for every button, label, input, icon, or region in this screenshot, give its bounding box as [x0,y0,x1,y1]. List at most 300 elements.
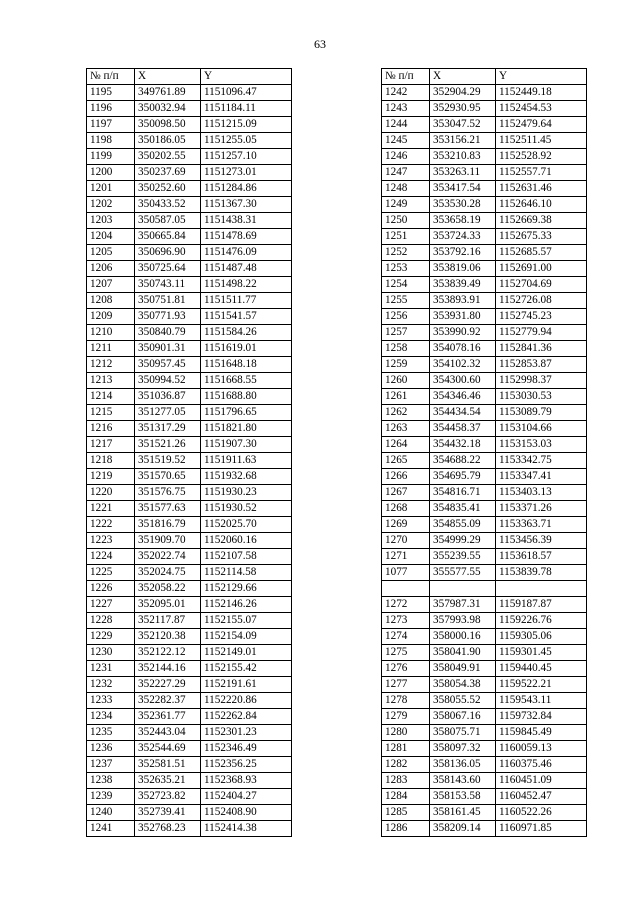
cell-y: 1152220.86 [201,693,292,709]
cell-y: 1153153.03 [496,437,587,453]
table-row [87,725,292,741]
table-row [87,357,292,373]
header-number: № п/п [87,69,135,85]
cell-number: 1248 [382,181,430,197]
cell-number: 1236 [87,741,135,757]
cell-x: 353990.92 [430,325,496,341]
cell-number: 1257 [382,325,430,341]
cell-y: 1159732.84 [496,709,587,725]
cell-x: 352022.74 [135,549,201,565]
cell-number: 1265 [382,453,430,469]
cell-number: 1259 [382,357,430,373]
table-row [87,789,292,805]
cell-number: 1207 [87,277,135,293]
cell-number: 1199 [87,149,135,165]
cell-y: 1151284.86 [201,181,292,197]
cell-y: 1152114.58 [201,565,292,581]
cell-number [382,581,430,597]
cell-number: 1214 [87,389,135,405]
cell-x: 352361.77 [135,709,201,725]
cell-y: 1152853.87 [496,357,587,373]
cell-x: 351317.29 [135,421,201,437]
cell-y: 1151255.05 [201,133,292,149]
cell-y: 1153371.26 [496,501,587,517]
cell-number: 1245 [382,133,430,149]
cell-x: 358067.16 [430,709,496,725]
table-row [382,325,587,341]
cell-x: 350186.05 [135,133,201,149]
cell-x: 353658.19 [430,213,496,229]
table-row [382,757,587,773]
cell-number: 1225 [87,565,135,581]
table-row [87,757,292,773]
cell-y: 1152479.64 [496,117,587,133]
table-row [382,613,587,629]
cell-y: 1159226.76 [496,613,587,629]
table-row [382,549,587,565]
cell-y: 1151367.30 [201,197,292,213]
cell-y: 1152675.33 [496,229,587,245]
cell-y: 1151930.52 [201,501,292,517]
cell-y: 1152704.69 [496,277,587,293]
cell-x: 350433.52 [135,197,201,213]
cell-number: 1266 [382,469,430,485]
cell-number: 1232 [87,677,135,693]
cell-y: 1152301.23 [201,725,292,741]
table-row [87,805,292,821]
cell-number: 1242 [382,85,430,101]
table-row [87,709,292,725]
cell-x: 354346.46 [430,389,496,405]
cell-x: 352120.38 [135,629,201,645]
cell-x: 351277.05 [135,405,201,421]
cell-x: 350696.90 [135,245,201,261]
cell-x: 352282.37 [135,693,201,709]
cell-number: 1202 [87,197,135,213]
page-number: 63 [314,37,326,51]
table-row [87,613,292,629]
cell-y: 1152557.71 [496,165,587,181]
cell-y: 1151498.22 [201,277,292,293]
table-row [87,469,292,485]
table-row [87,661,292,677]
cell-x: 350994.52 [135,373,201,389]
cell-x: 353047.52 [430,117,496,133]
cell-number: 1223 [87,533,135,549]
cell-y: 1153104.66 [496,421,587,437]
cell-x: 352739.41 [135,805,201,821]
table-row [87,325,292,341]
table-row [382,341,587,357]
cell-number: 1247 [382,165,430,181]
cell-number: 1260 [382,373,430,389]
table-row [87,549,292,565]
cell-y: 1151932.68 [201,469,292,485]
cell-y: 1151584.26 [201,325,292,341]
cell-number: 1255 [382,293,430,309]
cell-number: 1256 [382,309,430,325]
table-row [382,725,587,741]
cell-number: 1273 [382,613,430,629]
cell-x: 358161.45 [430,805,496,821]
table-row [382,165,587,181]
table-row [87,261,292,277]
table-row [382,389,587,405]
table-row [87,677,292,693]
table-row [87,629,292,645]
cell-y: 1152129.66 [201,581,292,597]
cell-y: 1160059.13 [496,741,587,757]
cell-y: 1151911.63 [201,453,292,469]
cell-x: 351036.87 [135,389,201,405]
cell-x: 351519.52 [135,453,201,469]
cell-x: 350587.05 [135,213,201,229]
table-row [382,101,587,117]
table-row [382,789,587,805]
cell-x: 354434.54 [430,405,496,421]
cell-x [430,581,496,597]
cell-y: 1151476.09 [201,245,292,261]
table-row [382,645,587,661]
cell-x: 352117.87 [135,613,201,629]
cell-number: 1251 [382,229,430,245]
cell-number: 1280 [382,725,430,741]
cell-number: 1213 [87,373,135,389]
cell-number: 1282 [382,757,430,773]
table-row [382,117,587,133]
cell-y: 1151668.55 [201,373,292,389]
table-header-row [87,69,292,85]
table-row [87,133,292,149]
cell-number: 1218 [87,453,135,469]
cell-x: 354458.37 [430,421,496,437]
table-row [382,517,587,533]
cell-x: 358097.32 [430,741,496,757]
table-row [382,149,587,165]
cell-number: 1278 [382,693,430,709]
cell-number: 1222 [87,517,135,533]
cell-y: 1159543.11 [496,693,587,709]
table-row [87,389,292,405]
cell-x: 352443.04 [135,725,201,741]
cell-y: 1151619.01 [201,341,292,357]
cell-x: 351909.70 [135,533,201,549]
table-row [382,277,587,293]
cell-y: 1151821.80 [201,421,292,437]
table-row [382,261,587,277]
cell-number: 1198 [87,133,135,149]
cell-x: 351570.65 [135,469,201,485]
cell-number: 1268 [382,501,430,517]
cell-number: 1206 [87,261,135,277]
cell-number: 1283 [382,773,430,789]
table-row [382,133,587,149]
table-row [382,309,587,325]
cell-x: 353893.91 [430,293,496,309]
cell-x: 354695.79 [430,469,496,485]
cell-number: 1274 [382,629,430,645]
cell-x: 354999.29 [430,533,496,549]
table-row [382,661,587,677]
cell-y: 1152262.84 [201,709,292,725]
cell-x: 350957.45 [135,357,201,373]
cell-number: 1244 [382,117,430,133]
cell-x: 352768.23 [135,821,201,837]
cell-number: 1231 [87,661,135,677]
cell-x: 350237.69 [135,165,201,181]
cell-number: 1262 [382,405,430,421]
table-row [87,101,292,117]
cell-x: 350202.55 [135,149,201,165]
table-row [87,597,292,613]
cell-number: 1077 [382,565,430,581]
table-row [87,245,292,261]
table-row [382,581,587,597]
cell-number: 1229 [87,629,135,645]
header-x: X [430,69,496,85]
cell-number: 1254 [382,277,430,293]
cell-y: 1152414.38 [201,821,292,837]
table-row [382,709,587,725]
cell-number: 1204 [87,229,135,245]
cell-y: 1152060.16 [201,533,292,549]
cell-y: 1152404.27 [201,789,292,805]
cell-number: 1284 [382,789,430,805]
cell-y: 1160451.09 [496,773,587,789]
header-y: Y [496,69,587,85]
cell-x: 353931.80 [430,309,496,325]
cell-y: 1152528.92 [496,149,587,165]
table-row [87,229,292,245]
cell-number: 1286 [382,821,430,837]
cell-number: 1279 [382,709,430,725]
cell-y: 1152356.25 [201,757,292,773]
cell-number: 1240 [87,805,135,821]
cell-x: 352930.95 [430,101,496,117]
cell-y: 1151184.11 [201,101,292,117]
cell-x: 355577.55 [430,565,496,581]
cell-x: 354835.41 [430,501,496,517]
cell-y: 1160522.26 [496,805,587,821]
cell-number: 1216 [87,421,135,437]
cell-number: 1200 [87,165,135,181]
cell-number: 1285 [382,805,430,821]
cell-y: 1152726.08 [496,293,587,309]
cell-x: 354688.22 [430,453,496,469]
cell-y: 1152191.61 [201,677,292,693]
cell-x: 353792.16 [430,245,496,261]
cell-y: 1160971.85 [496,821,587,837]
cell-x: 353417.54 [430,181,496,197]
cell-number: 1252 [382,245,430,261]
table-row [382,373,587,389]
cell-x: 354102.32 [430,357,496,373]
cell-number: 1253 [382,261,430,277]
table-row [87,421,292,437]
cell-y: 1152155.07 [201,613,292,629]
cell-x: 352227.29 [135,677,201,693]
cell-y: 1153456.39 [496,533,587,549]
cell-number: 1203 [87,213,135,229]
table-row [382,565,587,581]
cell-y: 1152669.38 [496,213,587,229]
cell-number: 1238 [87,773,135,789]
cell-x: 358136.05 [430,757,496,773]
table-row [382,501,587,517]
table-row [382,229,587,245]
cell-number: 1228 [87,613,135,629]
cell-number: 1269 [382,517,430,533]
cell-y: 1152149.01 [201,645,292,661]
cell-x: 352581.51 [135,757,201,773]
cell-number: 1246 [382,149,430,165]
cell-y: 1160452.47 [496,789,587,805]
cell-number: 1219 [87,469,135,485]
cell-y: 1151541.57 [201,309,292,325]
cell-number: 1230 [87,645,135,661]
cell-x: 350743.11 [135,277,201,293]
cell-number: 1201 [87,181,135,197]
cell-number: 1237 [87,757,135,773]
table-row [87,213,292,229]
table-row [87,565,292,581]
cell-x: 350032.94 [135,101,201,117]
cell-number: 1249 [382,197,430,213]
cell-x: 358049.91 [430,661,496,677]
cell-y: 1153403.13 [496,485,587,501]
cell-y: 1152408.90 [201,805,292,821]
cell-y: 1151487.48 [201,261,292,277]
cell-y [496,581,587,597]
cell-y: 1160375.46 [496,757,587,773]
table-row [382,773,587,789]
cell-x: 354078.16 [430,341,496,357]
cell-y: 1153342.75 [496,453,587,469]
cell-y: 1152646.10 [496,197,587,213]
cell-x: 353210.83 [430,149,496,165]
cell-number: 1271 [382,549,430,565]
table-header-row [382,69,587,85]
cell-number: 1197 [87,117,135,133]
table-row [382,357,587,373]
table-row [87,85,292,101]
cell-x: 350840.79 [135,325,201,341]
table-row [382,181,587,197]
cell-x: 354432.18 [430,437,496,453]
cell-number: 1276 [382,661,430,677]
cell-x: 350901.31 [135,341,201,357]
cell-y: 1152685.57 [496,245,587,261]
cell-y: 1151215.09 [201,117,292,133]
table-row [87,821,292,837]
cell-y: 1153347.41 [496,469,587,485]
header-x: X [135,69,201,85]
table-row [87,149,292,165]
cell-y: 1153030.53 [496,389,587,405]
cell-number: 1212 [87,357,135,373]
cell-number: 1241 [87,821,135,837]
cell-x: 354816.71 [430,485,496,501]
cell-number: 1208 [87,293,135,309]
cell-x: 352144.16 [135,661,201,677]
cell-number: 1195 [87,85,135,101]
cell-number: 1263 [382,421,430,437]
table-row [382,453,587,469]
table-row [87,741,292,757]
cell-y: 1151930.23 [201,485,292,501]
cell-number: 1235 [87,725,135,741]
cell-x: 352544.69 [135,741,201,757]
cell-x: 358041.90 [430,645,496,661]
header-number: № п/п [382,69,430,85]
coordinates-table-right [381,68,587,837]
cell-x: 352723.82 [135,789,201,805]
table-row [382,629,587,645]
table-row [382,821,587,837]
cell-number: 1272 [382,597,430,613]
cell-x: 355239.55 [430,549,496,565]
cell-number: 1210 [87,325,135,341]
cell-x: 354855.09 [430,517,496,533]
cell-x: 351521.26 [135,437,201,453]
cell-y: 1151688.80 [201,389,292,405]
table-row [382,293,587,309]
table-row [382,693,587,709]
cell-x: 351576.75 [135,485,201,501]
cell-x: 358075.71 [430,725,496,741]
cell-number: 1275 [382,645,430,661]
cell-x: 352058.22 [135,581,201,597]
cell-number: 1250 [382,213,430,229]
cell-y: 1159187.87 [496,597,587,613]
cell-number: 1227 [87,597,135,613]
cell-x: 357987.31 [430,597,496,613]
cell-y: 1159301.45 [496,645,587,661]
cell-x: 352904.29 [430,85,496,101]
cell-number: 1215 [87,405,135,421]
table-row [382,805,587,821]
cell-x: 358054.38 [430,677,496,693]
table-row [87,341,292,357]
cell-y: 1151096.47 [201,85,292,101]
cell-y: 1151648.18 [201,357,292,373]
cell-y: 1151796.65 [201,405,292,421]
cell-y: 1152146.26 [201,597,292,613]
cell-x: 353839.49 [430,277,496,293]
table-row [87,773,292,789]
table-row [87,517,292,533]
table-row [87,293,292,309]
cell-y: 1152631.46 [496,181,587,197]
cell-x: 352095.01 [135,597,201,613]
cell-y: 1153089.79 [496,405,587,421]
cell-y: 1159522.21 [496,677,587,693]
table-row [87,277,292,293]
cell-y: 1153363.71 [496,517,587,533]
cell-number: 1239 [87,789,135,805]
table-row [87,373,292,389]
cell-number: 1277 [382,677,430,693]
cell-y: 1153839.78 [496,565,587,581]
cell-x: 353263.11 [430,165,496,181]
table-row [87,117,292,133]
cell-y: 1152511.45 [496,133,587,149]
cell-x: 353819.06 [430,261,496,277]
cell-x: 352122.12 [135,645,201,661]
table-row [382,85,587,101]
cell-number: 1264 [382,437,430,453]
table-row [87,693,292,709]
